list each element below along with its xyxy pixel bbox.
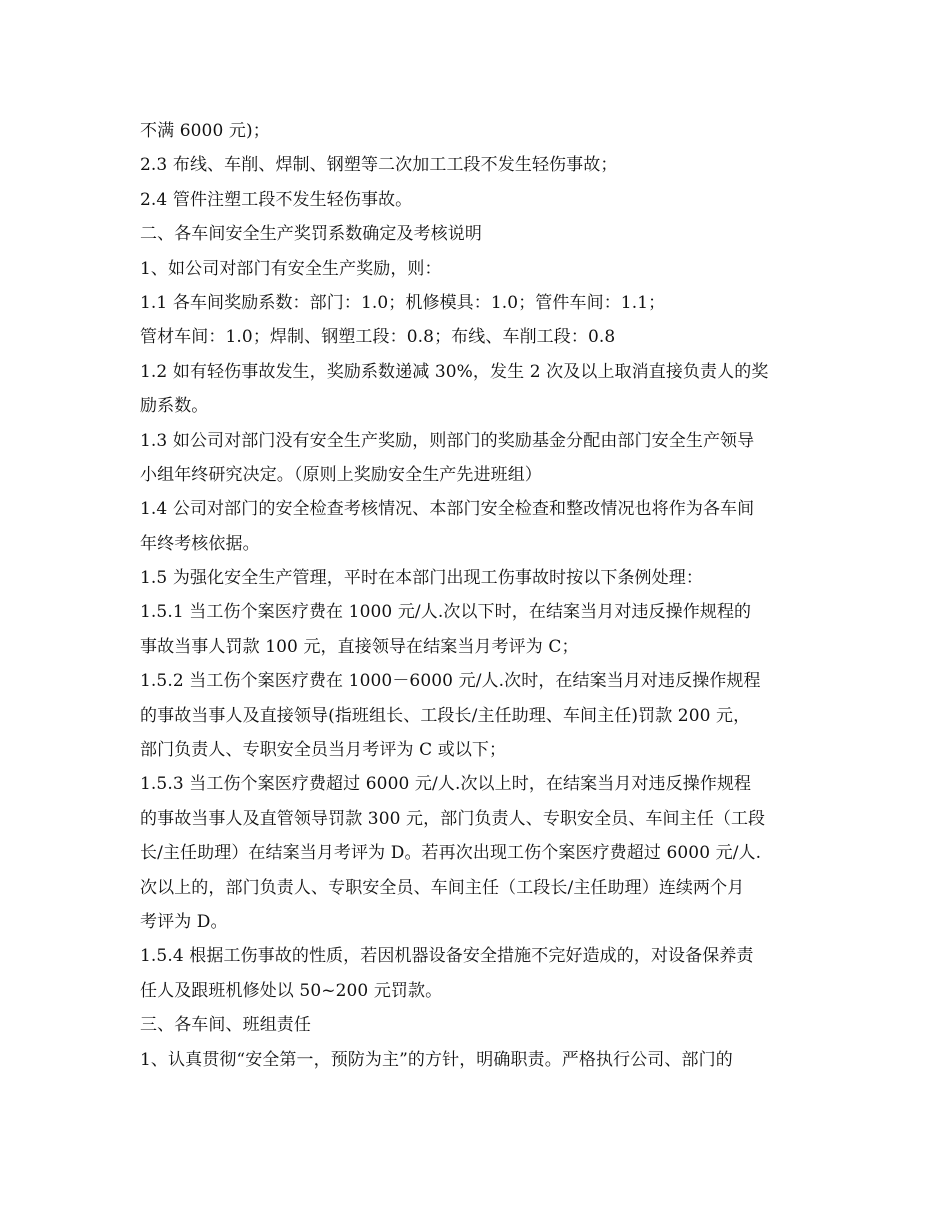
text-line: 任人及跟班机修处以 50~200 元罚款。 xyxy=(140,980,443,1001)
text-line: 1、认真贯彻“安全第一，预防为主”的方针，明确职责。严格执行公司、部门的 xyxy=(140,1049,733,1070)
text-line: 的事故当事人及直接领导(指班组长、工段长/主任助理、车间主任)罚款 200 元， xyxy=(140,705,751,726)
text-line: 1.5.2 当工伤个案医疗费在 1000－6000 元/人.次时，在结案当月对违反操作规程 xyxy=(140,671,761,692)
text-line: 2.3 布线、车削、焊制、钢塑等二次加工工段不发生轻伤事故； xyxy=(140,155,618,176)
text-line: 小组年终研究决定。（原则上奖励安全生产先进班组） xyxy=(140,464,542,485)
section-heading: 二、各车间安全生产奖罚系数确定及考核说明 xyxy=(140,224,482,245)
text-line: 1.5.1 当工伤个案医疗费在 1000 元/人.次以下时，在结案当月对违反操作规程的 xyxy=(140,602,752,623)
text-line: 1.4 公司对部门的安全检查考核情况、本部门安全检查和整改情况也将作为各车间 xyxy=(140,499,755,520)
text-line: 年终考核依据。 xyxy=(140,533,260,554)
text-line: 1.2 如有轻伤事故发生，奖励系数递减 30%，发生 2 次及以上取消直接负责人的奖 xyxy=(140,361,769,382)
text-line: 2.4 管件注塑工段不发生轻伤事故。 xyxy=(140,189,413,210)
text-line: 1、如公司对部门有安全生产奖励，则： xyxy=(140,258,442,279)
text-line: 1.5.3 当工伤个案医疗费超过 6000 元/人.次以上时，在结案当月对违反操作规程 xyxy=(140,774,752,795)
text-line: 1.5.4 根据工伤事故的性质，若因机器设备安全措施不完好造成的，对设备保养责 xyxy=(140,946,754,967)
text-line: 事故当事人罚款 100 元，直接领导在结案当月考评为 C； xyxy=(140,636,579,657)
document-body xyxy=(140,114,812,1077)
text-line: 考评为 D。 xyxy=(140,911,228,932)
text-line: 1.1 各车间奖励系数：部门：1.0；机修模具：1.0；管件车间：1.1； xyxy=(140,292,666,313)
text-line: 次以上的，部门负责人、专职安全员、车间主任（工段长/主任助理）连续两个月 xyxy=(140,877,745,898)
section-heading: 三、各车间、班组责任 xyxy=(140,1015,311,1036)
text-line: 不满 6000 元)； xyxy=(140,121,270,141)
text-line: 的事故当事人及直管领导罚款 300 元，部门负责人、专职安全员、车间主任（工段 xyxy=(140,808,766,829)
text-line: 励系数。 xyxy=(140,396,209,417)
text-line: 管材车间：1.0；焊制、钢塑工段：0.8；布线、车削工段：0.8 xyxy=(140,327,616,348)
text-line: 1.3 如公司对部门没有安全生产奖励，则部门的奖励基金分配由部门安全生产领导 xyxy=(140,430,755,451)
text-line: 长/主任助理）在结案当月考评为 D。若再次出现工伤个案医疗费超过 6000 元/人. xyxy=(140,843,762,864)
text-line: 1.5 为强化安全生产管理，平时在本部门出现工伤事故时按以下条例处理： xyxy=(140,568,703,589)
text-line: 部门负责人、专职安全员当月考评为 C 或以下； xyxy=(140,740,507,761)
